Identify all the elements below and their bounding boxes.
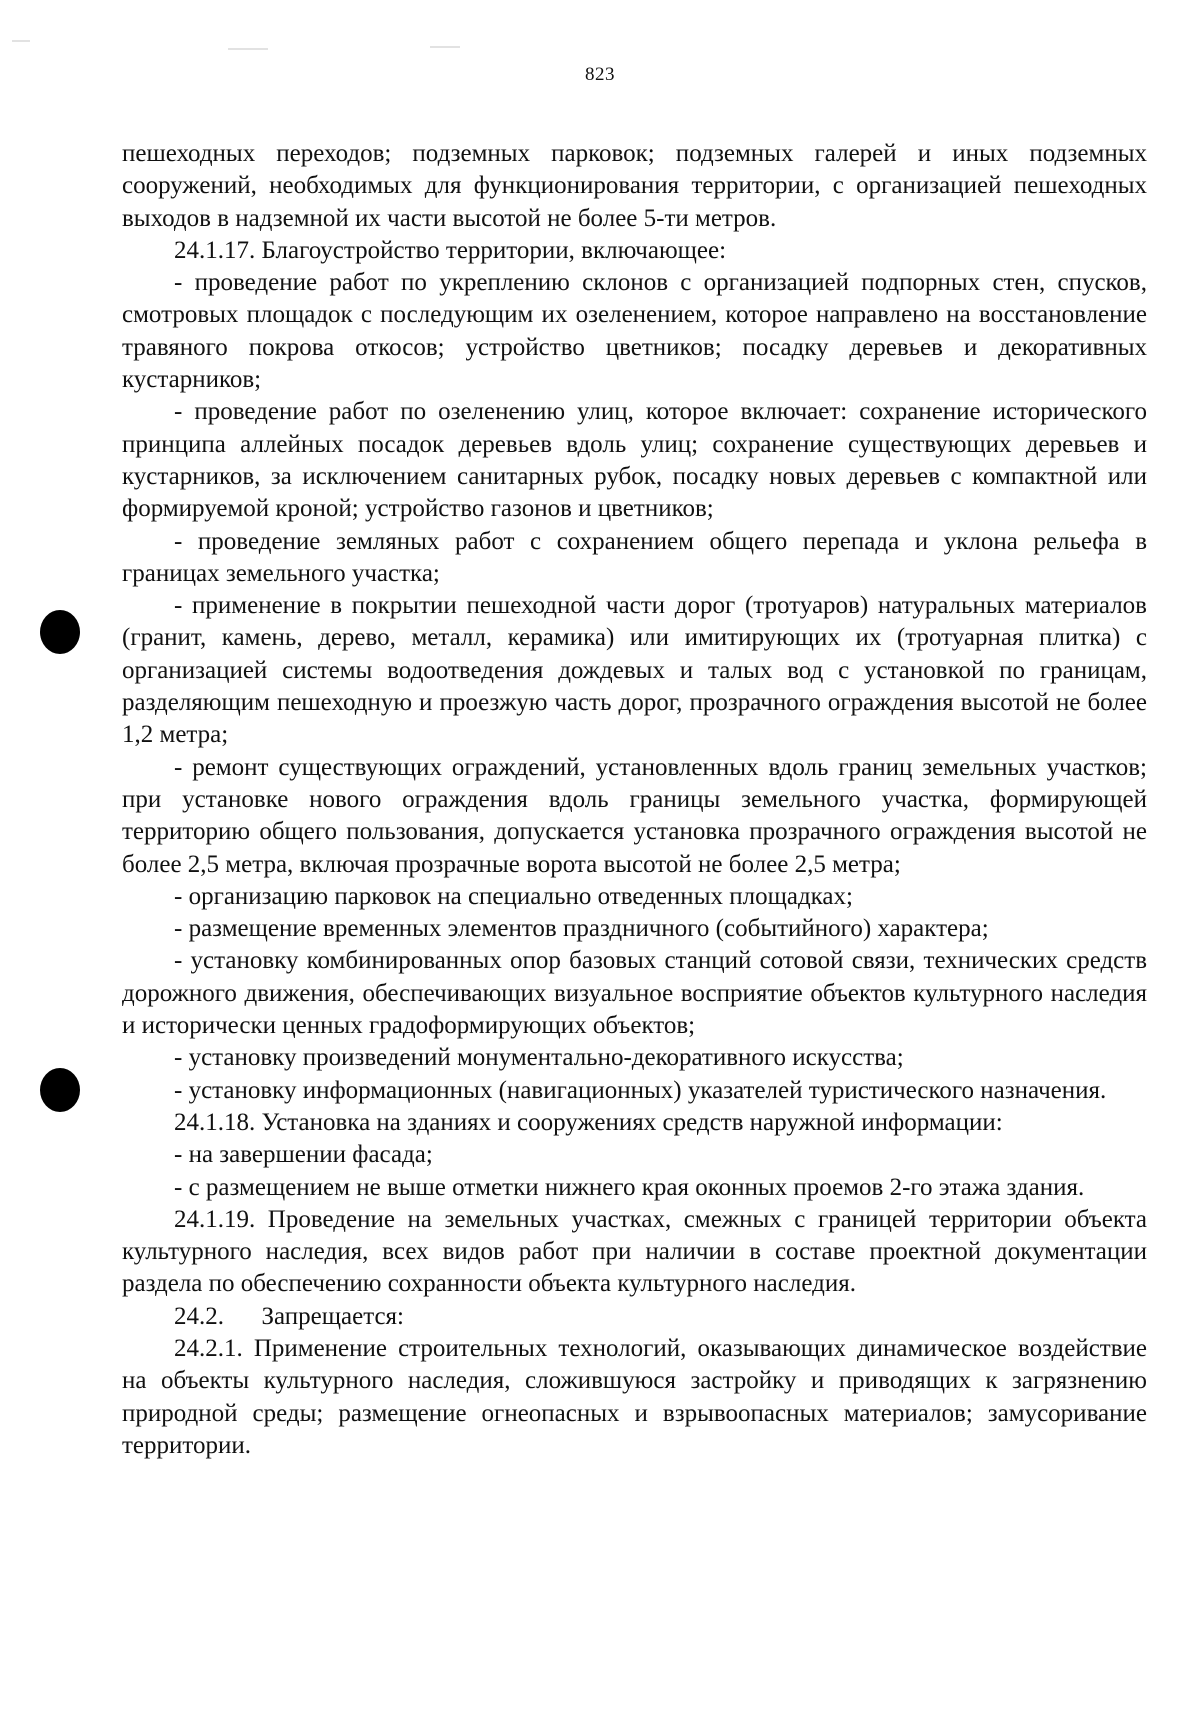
section-24-2-1: 24.2.1. Применение строительных технологий, оказывающих динамическое воздействие на объекты культурного наследия, сложившуюся застройку и приводящих к загрязнению природной среды; размещение огнеопасных и взрывоопасных материалов; замусоривание территории.: [122, 1334, 1147, 1459]
section-24-1-17-heading: 24.1.17. Благоустройство территории, включающее:: [174, 236, 727, 264]
list-item: - проведение работ по озеленению улиц, которое включает: сохранение исторического принципа аллейных посадок деревьев вдоль улиц; сохранение существующих деревьев и кустарников, за исключением санитарных рубок, посадку новых деревьев с компактной или формируемой кроной; устройство газонов и цветников;: [122, 398, 1147, 523]
list-item: - проведение работ по укреплению склонов с организацией подпорных стен, спусков, смотровых площадок с последующим их озеленением, которое направлено на восстановление травяного покрова откосов; устройство цветников; посадку деревьев и декоративных кустарников;: [122, 269, 1147, 394]
scan-artifact: [12, 40, 30, 42]
section-24-1-19: 24.1.19. Проведение на земельных участках, смежных с границей территории объекта культурного наследия, всех видов работ при наличии в составе проектной документации раздела по обеспечению сохранности объекта культурного наследия.: [122, 1205, 1147, 1298]
punch-hole: [40, 610, 80, 654]
list-item: - на завершении фасада;: [174, 1141, 433, 1169]
list-item: - проведение земляных работ с сохранением общего перепада и уклона рельефа в границах земельного участка;: [122, 527, 1147, 587]
punch-hole: [40, 1068, 80, 1112]
scan-artifact: [228, 48, 268, 50]
section-24-1-18-heading: 24.1.18. Установка на зданиях и сооружениях средств наружной информации:: [174, 1108, 1003, 1136]
list-item: - размещение временных элементов праздничного (событийного) характера;: [174, 915, 989, 943]
section-24-2-heading: 24.2. Запрещается:: [174, 1302, 404, 1330]
document-body: [122, 138, 1147, 1462]
paragraph-continuation: пешеходных переходов; подземных парковок; подземных галерей и иных подземных сооружений, необходимых для функционирования территории, с организацией пешеходных выходов в надземной их части высотой не более 5-ти метров.: [122, 140, 1147, 232]
page-number: 823: [585, 64, 615, 85]
scan-artifact: [430, 46, 460, 48]
list-item: - организацию парковок на специально отведенных площадках;: [174, 882, 853, 910]
list-item: - с размещением не выше отметки нижнего края оконных проемов 2-го этажа здания.: [174, 1173, 1085, 1201]
list-item: - применение в покрытии пешеходной части дорог (тротуаров) натуральных материалов (гранит, камень, дерево, металл, керамика) или имитирующих их (тротуарная плитка) с организацией системы водоотведения дождевых и талых вод с установкой по границам, разделяющим пешеходную и проезжую часть дорог, прозрачного ограждения высотой не более 1,2 метра;: [122, 592, 1147, 749]
list-item: - установку произведений монументально-декоративного искусства;: [174, 1044, 904, 1072]
list-item: - ремонт существующих ограждений, установленных вдоль границ земельных участков; при установке нового ограждения вдоль границы земельного участка, формирующей территорию общего пользования, допускается установка прозрачного ограждения высотой не более 2,5 метра, включая прозрачные ворота высотой не более 2,5 метра;: [122, 753, 1147, 878]
list-item: - установку информационных (навигационных) указателей туристического назначения.: [174, 1076, 1107, 1104]
list-item: - установку комбинированных опор базовых станций сотовой связи, технических средств дорожного движения, обеспечивающих визуальное восприятие объектов культурного наследия и исторически ценных градоформирующих объектов;: [122, 947, 1147, 1040]
